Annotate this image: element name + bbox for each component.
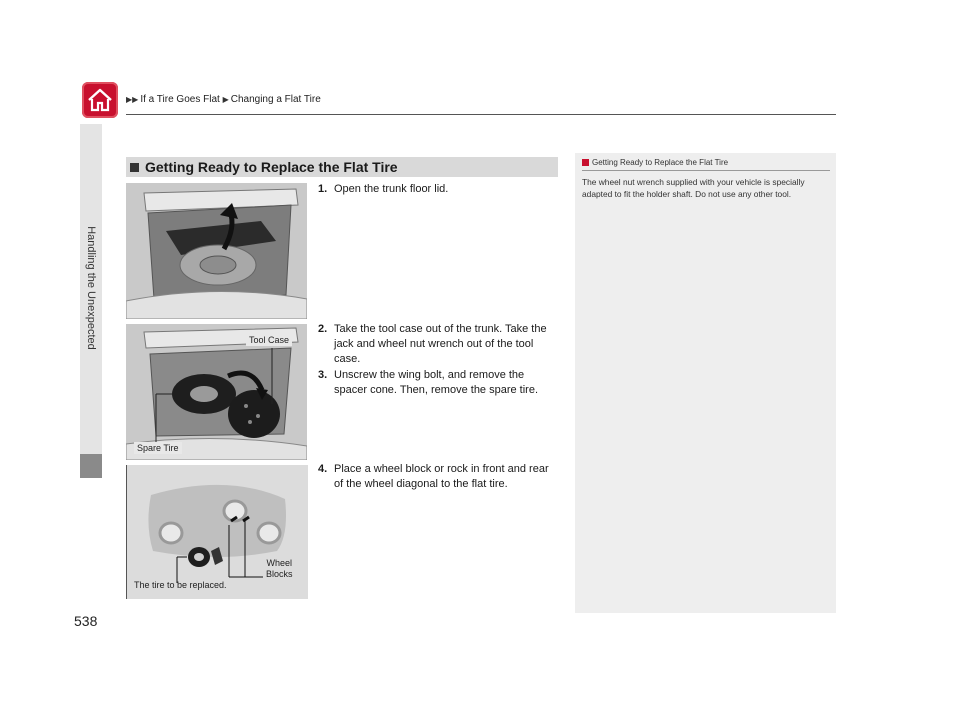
note-title: Getting Ready to Replace the Flat Tire: [582, 158, 728, 167]
note-link-icon: [582, 159, 589, 166]
section-heading: [126, 157, 558, 177]
section-title: Getting Ready to Replace the Flat Tire: [145, 159, 398, 175]
sidebar-section-tab[interactable]: [80, 454, 102, 478]
step-3: 3. Unscrew the wing bolt, and remove the spacer cone. Then, remove the spare tire.: [318, 369, 539, 396]
note-body: The wheel nut wrench supplied with your vehicle is specially adapted to fit the holder shaft. Do not use any other tool.: [582, 177, 805, 199]
breadcrumb: [126, 94, 321, 105]
tool-case-spare-tire-illustration: [126, 324, 307, 460]
note-divider: [582, 170, 830, 171]
step-1: 1. Open the trunk floor lid.: [318, 183, 449, 195]
spare-tire-callout: Spare Tire: [134, 442, 182, 454]
step-2: 2. Take the tool case out of the trunk. Take the jack and wheel nut wrench out of the tool case.: [318, 323, 547, 365]
home-button[interactable]: [82, 82, 118, 118]
header-divider: [126, 114, 836, 115]
breadcrumb-arrow-icon: ▶▶: [126, 95, 139, 104]
tool-case-callout: Tool Case: [246, 334, 292, 346]
square-bullet-icon: [130, 163, 139, 172]
home-icon: [87, 88, 113, 112]
breadcrumb-item[interactable]: If a Tire Goes Flat: [140, 94, 220, 105]
step-4: 4. Place a wheel block or rock in front and rear of the wheel diagonal to the flat tire.: [318, 463, 549, 490]
trunk-floor-lid-illustration: [126, 183, 307, 319]
note-panel: [575, 153, 836, 613]
wheel-blocks-callout: Wheel Blocks: [266, 558, 293, 579]
wheel-blocks-diagram: [126, 465, 308, 599]
breadcrumb-item[interactable]: Changing a Flat Tire: [230, 94, 321, 105]
page-number: 538: [74, 613, 98, 629]
sidebar-section-label: Handling the Unexpected: [85, 226, 97, 350]
tire-to-be-replaced-callout: The tire to be replaced.: [134, 580, 227, 590]
breadcrumb-arrow-icon: ▶: [222, 95, 229, 104]
